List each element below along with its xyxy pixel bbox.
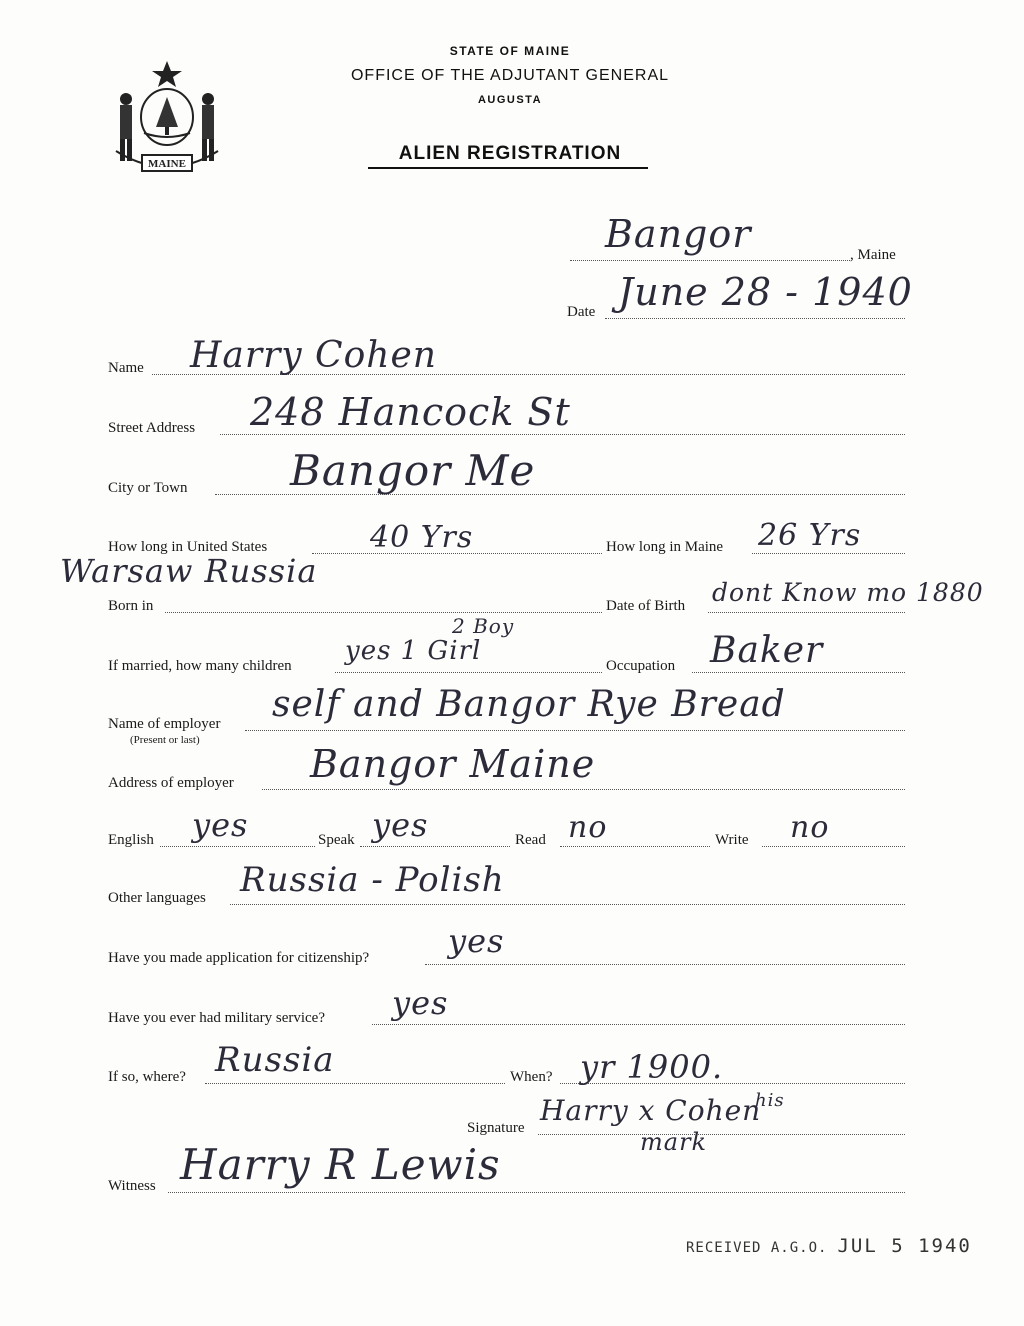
occupation-entry: Baker (710, 630, 824, 671)
date-line (605, 318, 905, 319)
town-entry: Bangor (605, 212, 752, 256)
english-label: English (108, 832, 154, 848)
employer-note: (Present or last) (130, 734, 200, 746)
seal-text: MAINE (148, 158, 186, 170)
write-entry: no (790, 810, 830, 845)
born-in-label: Born in (108, 598, 154, 614)
signature-entry: Harry x Cohen (540, 1094, 762, 1127)
employer-line (245, 730, 905, 731)
english-entry: yes (192, 806, 249, 844)
military-label: Have you ever had military service? (108, 1010, 325, 1026)
dob-entry: dont Know mo 1880 (712, 578, 984, 607)
employer-entry: self and Bangor Rye Bread (272, 684, 786, 725)
children-entry-boys: 2 Boy (452, 614, 515, 638)
witness-line (168, 1192, 905, 1193)
citizenship-line (425, 964, 905, 965)
write-label: Write (715, 832, 749, 848)
when-label: When? (510, 1069, 553, 1085)
maine-label: , Maine (850, 247, 896, 263)
speak-line (360, 846, 510, 847)
occupation-line (692, 672, 905, 673)
citizenship-entry: yes (448, 922, 505, 960)
maine-seal-icon (108, 55, 226, 183)
witness-entry: Harry R Lewis (180, 1140, 501, 1189)
employer-address-line (262, 789, 905, 790)
read-label: Read (515, 832, 546, 848)
name-label: Name (108, 360, 144, 376)
how-long-maine-line (752, 553, 905, 554)
title-underline (368, 167, 648, 169)
other-languages-entry: Russia - Polish (240, 860, 505, 900)
children-label: If married, how many children (108, 658, 292, 674)
write-line (762, 846, 905, 847)
occupation-label: Occupation (606, 658, 676, 674)
when-entry: yr 1900. (580, 1048, 724, 1086)
date-entry: June 28 - 1940 (618, 270, 913, 314)
employer-label: Name of employer (108, 716, 221, 732)
city-entry: Bangor Me (290, 446, 536, 495)
signature-mark: mark (640, 1128, 708, 1156)
born-in-entry: Warsaw Russia (60, 552, 318, 590)
street-label: Street Address (108, 420, 196, 436)
city-heading: AUGUSTA (477, 94, 543, 106)
state-heading: STATE OF MAINE (449, 44, 571, 58)
street-entry: 248 Hancock St (250, 390, 571, 434)
other-languages-line (230, 904, 905, 905)
how-long-us-entry: 40 Yrs (370, 520, 474, 555)
born-in-line (165, 612, 602, 613)
office-heading: OFFICE OF THE ADJUTANT GENERAL (350, 67, 670, 84)
how-long-maine-label: How long in Maine (606, 539, 724, 555)
how-long-us-label: How long in United States (108, 539, 268, 555)
children-line (335, 672, 602, 673)
dob-label: Date of Birth (606, 598, 686, 614)
signature-label: Signature (467, 1120, 525, 1136)
speak-entry: yes (372, 806, 429, 844)
town-line (570, 260, 850, 261)
witness-label: Witness (108, 1178, 156, 1194)
signature-line (538, 1134, 905, 1135)
stamp-text: RECEIVED A.G.O. (686, 1240, 828, 1256)
speak-label: Speak (318, 832, 355, 848)
name-entry: Harry Cohen (190, 335, 437, 376)
other-languages-label: Other languages (108, 890, 206, 906)
employer-address-entry: Bangor Maine (310, 742, 596, 786)
read-line (560, 846, 710, 847)
how-long-maine-entry: 26 Yrs (758, 518, 862, 553)
form-title: ALIEN REGISTRATION (398, 143, 622, 164)
stamp-date: JUL 5 1940 (837, 1235, 972, 1257)
children-entry: yes 1 Girl (345, 636, 482, 666)
city-label: City or Town (108, 480, 188, 496)
received-stamp (686, 1235, 972, 1257)
street-line (220, 434, 905, 435)
english-line (160, 846, 315, 847)
where-label: If so, where? (108, 1069, 186, 1085)
read-entry: no (568, 810, 608, 845)
date-label: Date (567, 304, 596, 320)
citizenship-label: Have you made application for citizenship? (108, 950, 370, 966)
where-entry: Russia (215, 1040, 335, 1080)
signature-his: his (755, 1090, 785, 1111)
where-line (205, 1083, 505, 1084)
dob-line (708, 612, 905, 613)
military-entry: yes (392, 984, 449, 1022)
military-line (372, 1024, 905, 1025)
employer-address-label: Address of employer (108, 775, 234, 791)
